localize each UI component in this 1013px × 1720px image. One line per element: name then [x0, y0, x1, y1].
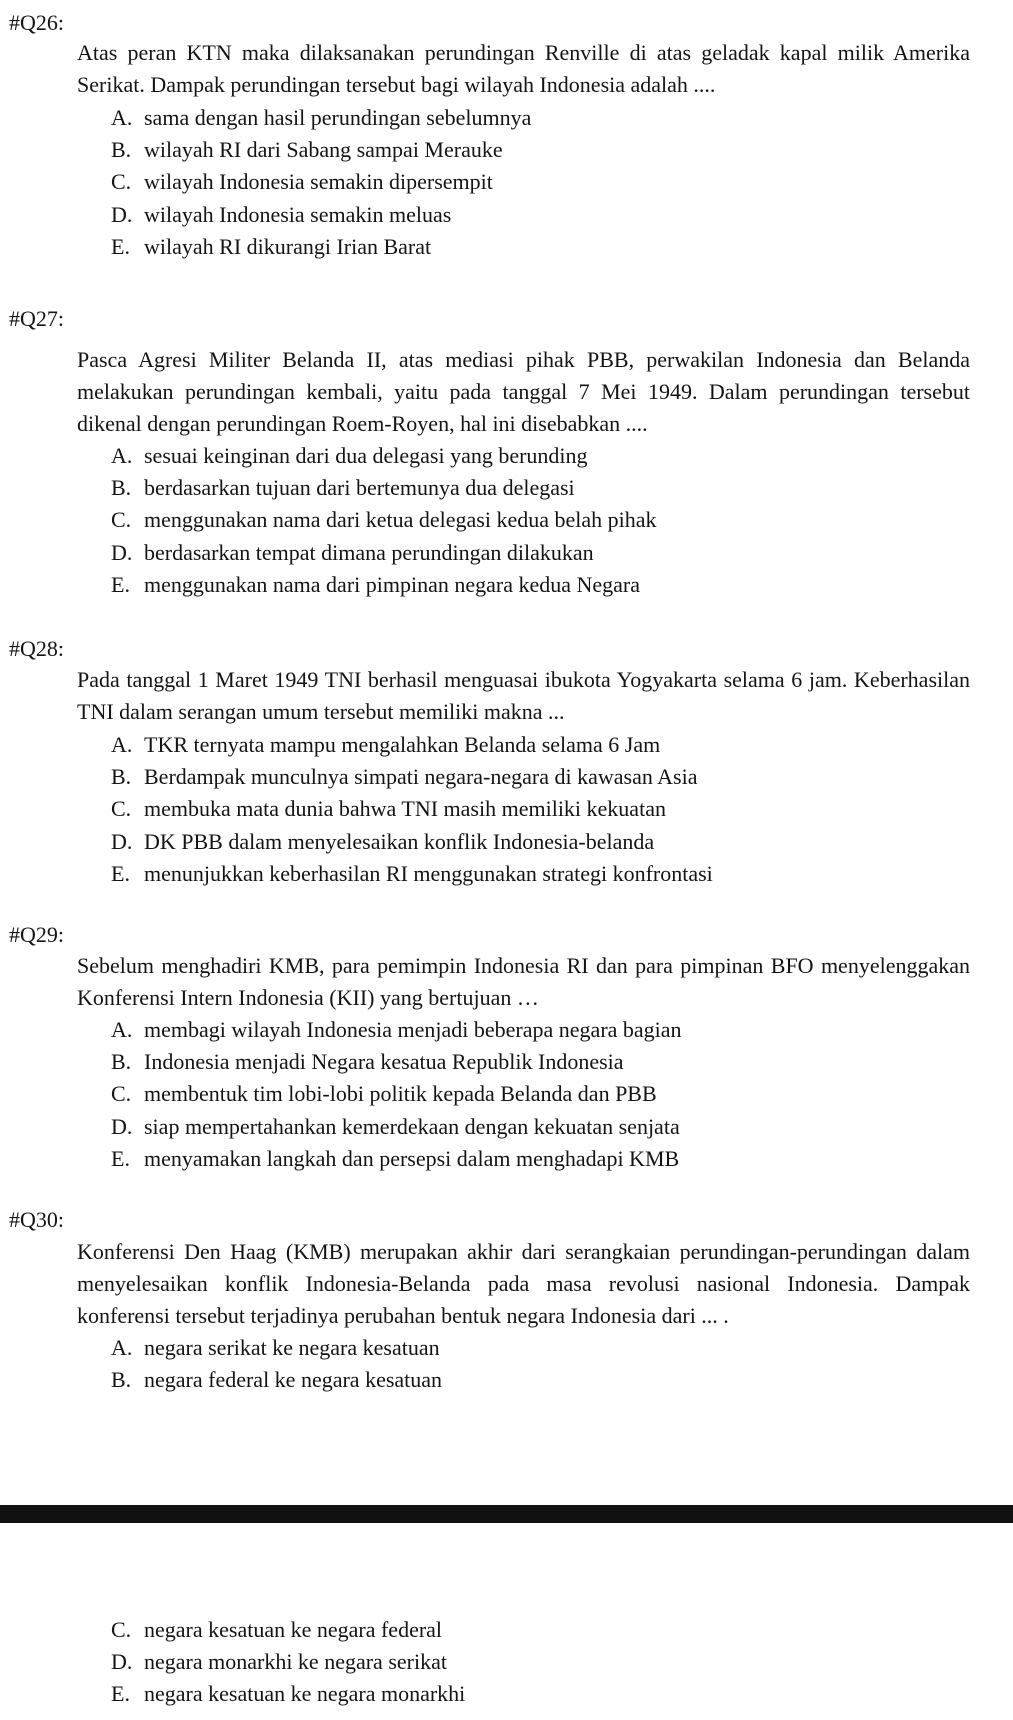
option-b[interactable]: B. Berdampak munculnya simpati negara-negara di kawasan Asia	[111, 764, 698, 790]
option-d[interactable]: D. wilayah Indonesia semakin meluas	[111, 201, 452, 227]
page-break-bar	[0, 1505, 1013, 1523]
option-c[interactable]: C. menggunakan nama dari ketua delegasi kedua belah pihak	[111, 507, 657, 533]
option-d[interactable]: D. siap mempertahankan kemerdekaan dengan kekuatan senjata	[111, 1113, 680, 1139]
option-b[interactable]: B. berdasarkan tujuan dari bertemunya dua delegasi	[111, 475, 575, 501]
option-e[interactable]: E. menyamakan langkah dan persepsi dalam menghadapi KMB	[111, 1145, 680, 1171]
option-a[interactable]: A. TKR ternyata mampu mengalahkan Belanda selama 6 Jam	[111, 732, 661, 757]
option-e[interactable]: E. menunjukkan keberhasilan RI menggunakan strategi konfrontasi	[111, 860, 713, 886]
option-list	[111, 1014, 682, 1175]
option-c[interactable]: C. negara kesatuan ke negara federal	[111, 1617, 443, 1642]
question-number: #Q28:	[9, 636, 64, 661]
question-stem: Pada tanggal 1 Maret 1949 TNI berhasil menguasai ibukota Yogyakarta selama 6 jam. Keberhasilan TNI dalam serangan umum tersebut memiliki makna ...	[77, 667, 970, 724]
option-a[interactable]: A. negara serikat ke negara kesatuan	[111, 1335, 440, 1360]
option-list-continued	[111, 1614, 465, 1711]
option-list	[111, 102, 531, 263]
option-a[interactable]: A. membagi wilayah Indonesia menjadi beberapa negara bagian	[111, 1017, 682, 1042]
question-stem: Pasca Agresi Militer Belanda II, atas mediasi pihak PBB, perwakilan Indonesia dan Belanda melakukan perundingan kembali, yaitu pada tanggal 7 Mei 1949. Dalam perundingan tersebut dikenal dengan perundingan Roem-Royen, hal ini disebabkan ....	[77, 347, 970, 436]
option-e[interactable]: E. negara kesatuan ke negara monarkhi	[111, 1681, 466, 1707]
option-a[interactable]: A. sama dengan hasil perundingan sebelumnya	[111, 105, 532, 130]
option-c[interactable]: C. membentuk tim lobi-lobi politik kepada Belanda dan PBB	[111, 1081, 657, 1107]
option-b[interactable]: B. negara federal ke negara kesatuan	[111, 1367, 443, 1393]
option-c[interactable]: C. membuka mata dunia bahwa TNI masih memiliki kekuatan	[111, 796, 666, 822]
option-list	[111, 440, 657, 601]
option-e[interactable]: E. menggunakan nama dari pimpinan negara kedua Negara	[111, 571, 641, 597]
option-d[interactable]: D. negara monarkhi ke negara serikat	[111, 1649, 447, 1675]
option-list	[111, 1332, 442, 1396]
option-b[interactable]: B. wilayah RI dari Sabang sampai Merauke	[111, 137, 503, 163]
option-d[interactable]: D. berdasarkan tempat dimana perundingan dilakukan	[111, 539, 594, 565]
question-number: #Q26:	[9, 10, 64, 35]
option-list	[111, 729, 713, 890]
option-e[interactable]: E. wilayah RI dikurangi Irian Barat	[111, 233, 432, 259]
option-c[interactable]: C. wilayah Indonesia semakin dipersempit	[111, 169, 493, 195]
question-stem: Sebelum menghadiri KMB, para pemimpin Indonesia RI dan para pimpinan BFO menyelenggakan Konferensi Intern Indonesia (KII) yang bertujuan …	[77, 953, 970, 1010]
option-b[interactable]: B. Indonesia menjadi Negara kesatua Republik Indonesia	[111, 1049, 624, 1075]
question-stem: Atas peran KTN maka dilaksanakan perundingan Renville di atas geladak kapal milik Amerika Serikat. Dampak perundingan tersebut bagi wilayah Indonesia adalah ....	[77, 40, 970, 97]
question-number: #Q29:	[9, 922, 64, 947]
question-stem: Konferensi Den Haag (KMB) merupakan akhir dari serangkaian perundingan-perundingan dalam menyelesaikan konflik Indonesia-Belanda pada masa revolusi nasional Indonesia. Dampak konferensi tersebut terjadinya perubahan bentuk negara Indonesia dari ... .	[77, 1239, 970, 1328]
question-number: #Q27:	[9, 306, 64, 331]
question-number: #Q30:	[9, 1207, 64, 1232]
option-d[interactable]: D. DK PBB dalam menyelesaikan konflik Indonesia-belanda	[111, 828, 655, 854]
option-a[interactable]: A. sesuai keinginan dari dua delegasi yang berunding	[111, 443, 588, 468]
